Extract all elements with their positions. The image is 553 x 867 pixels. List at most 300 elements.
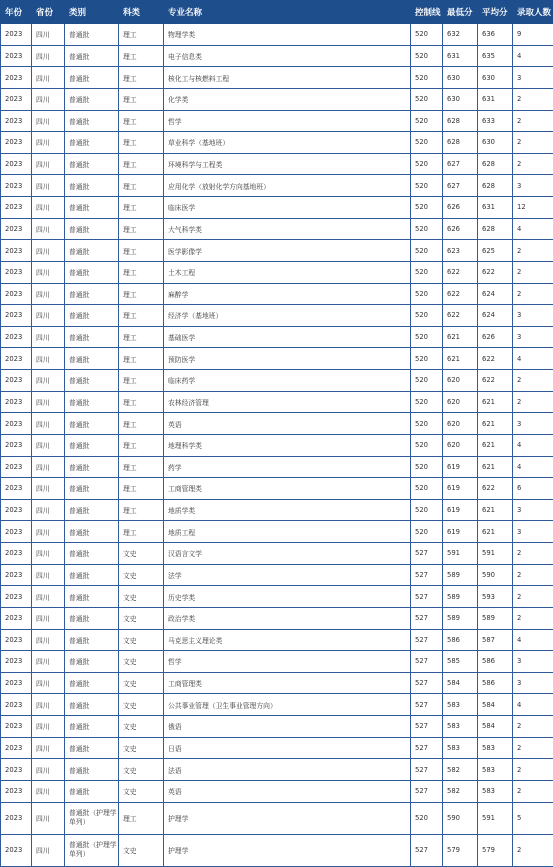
cell-admitted: 2 [513, 834, 553, 866]
cell-min-score: 622 [443, 261, 478, 283]
cell-control-line: 527 [411, 586, 443, 608]
cell-year: 2023 [1, 586, 32, 608]
table-row [1, 716, 553, 738]
cell-province: 四川 [32, 88, 65, 110]
table-row [1, 672, 553, 694]
table-row [1, 564, 553, 586]
cell-major: 俄语 [164, 716, 411, 738]
cell-year: 2023 [1, 834, 32, 866]
cell-major: 应用化学（放射化学方向基地班） [164, 175, 411, 197]
cell-category: 普通批 [65, 499, 119, 521]
cell-min-score: 591 [443, 543, 478, 565]
cell-min-score: 626 [443, 197, 478, 219]
cell-subject: 理工 [119, 305, 164, 327]
cell-subject: 理工 [119, 283, 164, 305]
cell-admitted: 4 [513, 456, 553, 478]
cell-year: 2023 [1, 564, 32, 586]
cell-min-score: 619 [443, 478, 478, 500]
cell-year: 2023 [1, 499, 32, 521]
cell-major: 农林经济管理 [164, 391, 411, 413]
table-row [1, 521, 553, 543]
cell-avg-score: 625 [478, 240, 513, 262]
cell-min-score: 631 [443, 45, 478, 67]
cell-avg-score: 636 [478, 24, 513, 46]
header-subject: 科类 [119, 1, 164, 24]
cell-province: 四川 [32, 261, 65, 283]
cell-province: 四川 [32, 348, 65, 370]
cell-min-score: 583 [443, 694, 478, 716]
cell-avg-score: 583 [478, 780, 513, 802]
table-row [1, 240, 553, 262]
cell-year: 2023 [1, 240, 32, 262]
cell-major: 英语 [164, 780, 411, 802]
cell-avg-score: 626 [478, 326, 513, 348]
table-row [1, 132, 553, 154]
cell-major: 日语 [164, 737, 411, 759]
cell-year: 2023 [1, 456, 32, 478]
table-row [1, 651, 553, 673]
cell-avg-score: 621 [478, 499, 513, 521]
cell-province: 四川 [32, 759, 65, 781]
cell-subject: 理工 [119, 434, 164, 456]
cell-subject: 理工 [119, 261, 164, 283]
cell-category: 普通批 [65, 175, 119, 197]
cell-category: 普通批 [65, 716, 119, 738]
cell-admitted: 4 [513, 348, 553, 370]
cell-avg-score: 633 [478, 110, 513, 132]
cell-category: 普通批 [65, 759, 119, 781]
table-header-row [1, 1, 553, 24]
cell-admitted: 2 [513, 110, 553, 132]
cell-category: 普通批 [65, 88, 119, 110]
cell-major: 环境科学与工程类 [164, 153, 411, 175]
cell-min-score: 630 [443, 67, 478, 89]
cell-control-line: 520 [411, 521, 443, 543]
cell-major: 临床医学 [164, 197, 411, 219]
cell-major: 物理学类 [164, 24, 411, 46]
table-row [1, 543, 553, 565]
cell-major: 地理科学类 [164, 434, 411, 456]
cell-admitted: 2 [513, 153, 553, 175]
header-avg-score: 平均分 [478, 1, 513, 24]
cell-category: 普通批 [65, 543, 119, 565]
cell-category: 普通批 [65, 456, 119, 478]
cell-major: 历史学类 [164, 586, 411, 608]
cell-admitted: 3 [513, 499, 553, 521]
cell-year: 2023 [1, 67, 32, 89]
cell-admitted: 2 [513, 88, 553, 110]
table-row [1, 607, 553, 629]
cell-avg-score: 591 [478, 543, 513, 565]
cell-major: 地质工程 [164, 521, 411, 543]
cell-admitted: 4 [513, 434, 553, 456]
cell-avg-score: 621 [478, 521, 513, 543]
cell-subject: 文史 [119, 629, 164, 651]
cell-province: 四川 [32, 456, 65, 478]
cell-admitted: 5 [513, 802, 553, 834]
cell-admitted: 3 [513, 651, 553, 673]
cell-province: 四川 [32, 802, 65, 834]
cell-subject: 理工 [119, 88, 164, 110]
cell-year: 2023 [1, 175, 32, 197]
cell-avg-score: 630 [478, 132, 513, 154]
table-row [1, 153, 553, 175]
header-control-line: 控制线 [411, 1, 443, 24]
cell-avg-score: 586 [478, 651, 513, 673]
cell-province: 四川 [32, 110, 65, 132]
cell-province: 四川 [32, 737, 65, 759]
cell-admitted: 4 [513, 218, 553, 240]
header-province: 省份 [32, 1, 65, 24]
cell-admitted: 2 [513, 737, 553, 759]
cell-year: 2023 [1, 24, 32, 46]
cell-avg-score: 579 [478, 834, 513, 866]
cell-province: 四川 [32, 153, 65, 175]
table-row [1, 197, 553, 219]
cell-avg-score: 591 [478, 802, 513, 834]
cell-province: 四川 [32, 197, 65, 219]
cell-admitted: 2 [513, 391, 553, 413]
cell-admitted: 2 [513, 261, 553, 283]
table-row [1, 370, 553, 392]
cell-control-line: 520 [411, 802, 443, 834]
cell-min-score: 632 [443, 24, 478, 46]
cell-major: 土木工程 [164, 261, 411, 283]
cell-major: 英语 [164, 413, 411, 435]
table-row [1, 586, 553, 608]
cell-min-score: 579 [443, 834, 478, 866]
cell-min-score: 620 [443, 413, 478, 435]
cell-control-line: 527 [411, 564, 443, 586]
cell-avg-score: 586 [478, 672, 513, 694]
cell-min-score: 589 [443, 564, 478, 586]
cell-avg-score: 621 [478, 391, 513, 413]
cell-admitted: 3 [513, 521, 553, 543]
cell-major: 地质学类 [164, 499, 411, 521]
cell-admitted: 6 [513, 478, 553, 500]
cell-year: 2023 [1, 543, 32, 565]
cell-year: 2023 [1, 218, 32, 240]
cell-avg-score: 583 [478, 759, 513, 781]
cell-category: 普通批 [65, 434, 119, 456]
cell-control-line: 520 [411, 110, 443, 132]
cell-subject: 文史 [119, 672, 164, 694]
cell-subject: 理工 [119, 175, 164, 197]
cell-category: 普通批 [65, 110, 119, 132]
cell-avg-score: 630 [478, 67, 513, 89]
cell-min-score: 583 [443, 716, 478, 738]
cell-year: 2023 [1, 305, 32, 327]
cell-category: 普通批 [65, 564, 119, 586]
cell-category: 普通批 [65, 132, 119, 154]
cell-subject: 文史 [119, 651, 164, 673]
cell-subject: 理工 [119, 456, 164, 478]
cell-category: 普通批 [65, 694, 119, 716]
cell-min-score: 627 [443, 175, 478, 197]
cell-avg-score: 593 [478, 586, 513, 608]
cell-year: 2023 [1, 434, 32, 456]
cell-control-line: 527 [411, 651, 443, 673]
header-major: 专业名称 [164, 1, 411, 24]
cell-control-line: 520 [411, 326, 443, 348]
cell-admitted: 2 [513, 586, 553, 608]
table-row [1, 629, 553, 651]
cell-control-line: 520 [411, 240, 443, 262]
cell-category: 普通批 [65, 283, 119, 305]
cell-year: 2023 [1, 261, 32, 283]
cell-year: 2023 [1, 283, 32, 305]
cell-major: 汉语言文学 [164, 543, 411, 565]
cell-subject: 文史 [119, 694, 164, 716]
cell-category: 普通批 [65, 348, 119, 370]
cell-admitted: 9 [513, 24, 553, 46]
cell-avg-score: 622 [478, 348, 513, 370]
cell-avg-score: 622 [478, 261, 513, 283]
cell-min-score: 623 [443, 240, 478, 262]
cell-avg-score: 621 [478, 413, 513, 435]
cell-major: 临床药学 [164, 370, 411, 392]
cell-subject: 理工 [119, 499, 164, 521]
cell-min-score: 628 [443, 110, 478, 132]
cell-category: 普通批 [65, 521, 119, 543]
cell-subject: 文史 [119, 564, 164, 586]
cell-admitted: 2 [513, 240, 553, 262]
table-row [1, 305, 553, 327]
cell-year: 2023 [1, 110, 32, 132]
cell-avg-score: 628 [478, 175, 513, 197]
cell-province: 四川 [32, 240, 65, 262]
cell-min-score: 622 [443, 305, 478, 327]
header-min-score: 最低分 [443, 1, 478, 24]
cell-category: 普通批 [65, 153, 119, 175]
cell-province: 四川 [32, 326, 65, 348]
cell-province: 四川 [32, 586, 65, 608]
cell-province: 四川 [32, 564, 65, 586]
cell-major: 哲学 [164, 110, 411, 132]
cell-min-score: 582 [443, 780, 478, 802]
cell-year: 2023 [1, 391, 32, 413]
cell-subject: 理工 [119, 348, 164, 370]
cell-control-line: 520 [411, 456, 443, 478]
cell-min-score: 585 [443, 651, 478, 673]
cell-control-line: 527 [411, 716, 443, 738]
cell-category: 普通批 [65, 305, 119, 327]
cell-min-score: 583 [443, 737, 478, 759]
cell-major: 法学 [164, 564, 411, 586]
cell-province: 四川 [32, 45, 65, 67]
table-row [1, 391, 553, 413]
cell-control-line: 520 [411, 261, 443, 283]
cell-admitted: 2 [513, 607, 553, 629]
cell-min-score: 626 [443, 218, 478, 240]
cell-admitted: 2 [513, 543, 553, 565]
cell-category: 普通批 [65, 737, 119, 759]
cell-province: 四川 [32, 521, 65, 543]
cell-min-score: 584 [443, 672, 478, 694]
cell-admitted: 3 [513, 305, 553, 327]
cell-category: 普通批 [65, 629, 119, 651]
cell-subject: 理工 [119, 370, 164, 392]
cell-avg-score: 622 [478, 478, 513, 500]
cell-major: 公共事业管理（卫生事业管理方向） [164, 694, 411, 716]
cell-major: 核化工与核燃料工程 [164, 67, 411, 89]
cell-year: 2023 [1, 153, 32, 175]
cell-province: 四川 [32, 607, 65, 629]
table-row [1, 110, 553, 132]
cell-min-score: 619 [443, 521, 478, 543]
cell-province: 四川 [32, 651, 65, 673]
table-row [1, 218, 553, 240]
cell-province: 四川 [32, 391, 65, 413]
cell-year: 2023 [1, 326, 32, 348]
cell-min-score: 589 [443, 607, 478, 629]
cell-min-score: 630 [443, 88, 478, 110]
cell-major: 哲学 [164, 651, 411, 673]
header-admitted: 录取人数 [513, 1, 553, 24]
cell-avg-score: 584 [478, 716, 513, 738]
cell-avg-score: 631 [478, 88, 513, 110]
cell-admitted: 3 [513, 175, 553, 197]
cell-province: 四川 [32, 694, 65, 716]
cell-year: 2023 [1, 197, 32, 219]
cell-year: 2023 [1, 348, 32, 370]
cell-province: 四川 [32, 24, 65, 46]
cell-major: 麻醉学 [164, 283, 411, 305]
cell-control-line: 527 [411, 834, 443, 866]
cell-year: 2023 [1, 672, 32, 694]
cell-subject: 理工 [119, 218, 164, 240]
cell-major: 基础医学 [164, 326, 411, 348]
header-category: 类别 [65, 1, 119, 24]
cell-province: 四川 [32, 672, 65, 694]
table-row [1, 326, 553, 348]
cell-year: 2023 [1, 629, 32, 651]
cell-subject: 理工 [119, 132, 164, 154]
cell-avg-score: 628 [478, 218, 513, 240]
cell-admitted: 2 [513, 370, 553, 392]
cell-major: 马克思主义理论类 [164, 629, 411, 651]
cell-admitted: 4 [513, 629, 553, 651]
cell-avg-score: 628 [478, 153, 513, 175]
cell-category: 普通批（护理学单列） [65, 802, 119, 834]
cell-control-line: 527 [411, 737, 443, 759]
cell-subject: 理工 [119, 521, 164, 543]
cell-province: 四川 [32, 543, 65, 565]
table-row [1, 67, 553, 89]
cell-control-line: 527 [411, 629, 443, 651]
cell-min-score: 628 [443, 132, 478, 154]
cell-control-line: 520 [411, 218, 443, 240]
cell-province: 四川 [32, 370, 65, 392]
cell-category: 普通批 [65, 672, 119, 694]
cell-category: 普通批 [65, 391, 119, 413]
table-row [1, 499, 553, 521]
cell-major: 护理学 [164, 834, 411, 866]
cell-category: 普通批 [65, 240, 119, 262]
cell-major: 预防医学 [164, 348, 411, 370]
cell-subject: 理工 [119, 413, 164, 435]
cell-control-line: 527 [411, 780, 443, 802]
cell-control-line: 520 [411, 67, 443, 89]
cell-control-line: 520 [411, 391, 443, 413]
cell-subject: 理工 [119, 153, 164, 175]
cell-avg-score: 584 [478, 694, 513, 716]
cell-province: 四川 [32, 434, 65, 456]
cell-year: 2023 [1, 651, 32, 673]
cell-year: 2023 [1, 45, 32, 67]
cell-subject: 理工 [119, 240, 164, 262]
table-row [1, 780, 553, 802]
cell-subject: 文史 [119, 543, 164, 565]
cell-category: 普通批 [65, 478, 119, 500]
cell-province: 四川 [32, 499, 65, 521]
cell-control-line: 520 [411, 24, 443, 46]
cell-year: 2023 [1, 132, 32, 154]
cell-subject: 理工 [119, 45, 164, 67]
cell-year: 2023 [1, 780, 32, 802]
table-row [1, 88, 553, 110]
cell-year: 2023 [1, 716, 32, 738]
cell-subject: 文史 [119, 586, 164, 608]
cell-control-line: 520 [411, 413, 443, 435]
cell-year: 2023 [1, 370, 32, 392]
cell-avg-score: 590 [478, 564, 513, 586]
cell-control-line: 527 [411, 543, 443, 565]
cell-year: 2023 [1, 694, 32, 716]
cell-control-line: 520 [411, 370, 443, 392]
cell-min-score: 589 [443, 586, 478, 608]
cell-year: 2023 [1, 478, 32, 500]
cell-avg-score: 631 [478, 197, 513, 219]
cell-min-score: 622 [443, 283, 478, 305]
cell-major: 政治学类 [164, 607, 411, 629]
table-row [1, 834, 553, 866]
cell-avg-score: 621 [478, 456, 513, 478]
table-row [1, 456, 553, 478]
cell-year: 2023 [1, 802, 32, 834]
cell-category: 普通批 [65, 197, 119, 219]
cell-province: 四川 [32, 283, 65, 305]
cell-avg-score: 587 [478, 629, 513, 651]
cell-avg-score: 589 [478, 607, 513, 629]
cell-subject: 文史 [119, 834, 164, 866]
cell-admitted: 2 [513, 759, 553, 781]
cell-major: 法语 [164, 759, 411, 781]
table-row [1, 478, 553, 500]
cell-category: 普通批 [65, 326, 119, 348]
cell-control-line: 520 [411, 197, 443, 219]
cell-control-line: 520 [411, 45, 443, 67]
cell-category: 普通批 [65, 780, 119, 802]
cell-admitted: 4 [513, 694, 553, 716]
cell-major: 工商管理类 [164, 478, 411, 500]
cell-control-line: 520 [411, 499, 443, 521]
cell-min-score: 619 [443, 499, 478, 521]
cell-min-score: 582 [443, 759, 478, 781]
table-row [1, 413, 553, 435]
table-row [1, 175, 553, 197]
cell-admitted: 3 [513, 326, 553, 348]
cell-subject: 文史 [119, 780, 164, 802]
cell-year: 2023 [1, 737, 32, 759]
cell-major: 化学类 [164, 88, 411, 110]
cell-province: 四川 [32, 67, 65, 89]
cell-province: 四川 [32, 413, 65, 435]
cell-year: 2023 [1, 521, 32, 543]
cell-avg-score: 624 [478, 283, 513, 305]
header-year: 年份 [1, 1, 32, 24]
cell-category: 普通批 [65, 67, 119, 89]
